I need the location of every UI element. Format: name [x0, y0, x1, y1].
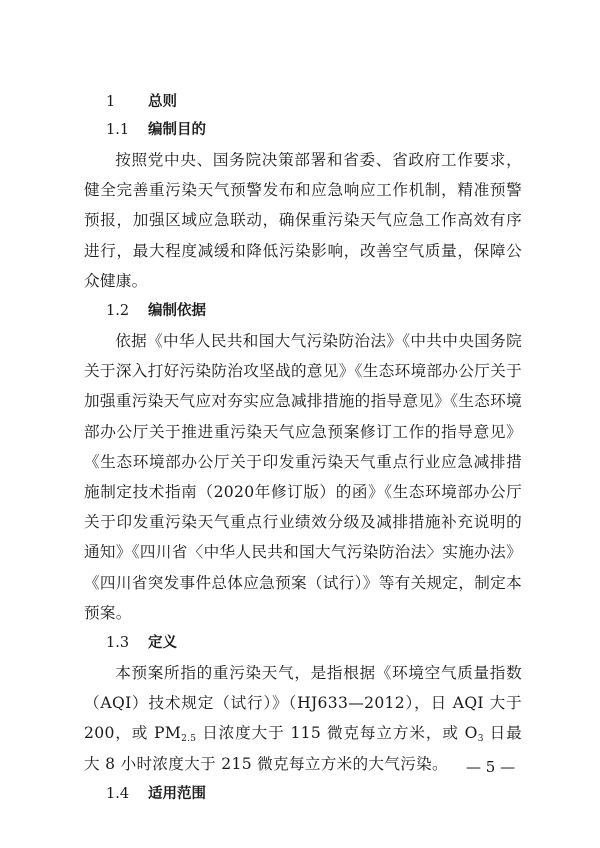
subsection-number: 1.2 — [106, 303, 130, 320]
definition-text-a: 本预案所指的重污染天气，是指根据《环境空气质量指数（AQI）技术规定（试行）》（HJ633—2012），日 AQI 大于 200，或 PM — [84, 664, 522, 743]
definition-text-b: 日浓度大于 115 微克每立方米，或 O — [196, 724, 478, 743]
subsection-number: 1.1 — [106, 122, 130, 138]
paragraph-definition — [84, 658, 522, 779]
page-number: — 5 — — [466, 758, 516, 776]
section-heading-1 — [84, 90, 522, 117]
o3-subscript: 3 — [477, 734, 484, 745]
subsection-heading-1-4 — [84, 782, 522, 809]
subsection-number: 1.3 — [106, 635, 130, 652]
subsection-heading-1-2 — [84, 299, 522, 326]
subsection-title: 编制依据 — [148, 302, 206, 320]
definition-text-c: 日最大 8 小时浓度大于 215 微克每立方米的大气污染。 — [84, 724, 522, 773]
subsection-title: 编制目的 — [148, 121, 206, 138]
section-number: 1 — [106, 94, 116, 110]
subsection-number: 1.4 — [106, 785, 130, 802]
subsection-heading-1-1 — [84, 118, 522, 145]
pm-subscript: 2.5 — [181, 734, 197, 745]
paragraph-purpose: 按照党中央、国务院决策部署和省委、省政府工作要求，健全完善重污染天气预警发布和应急响应工作机制，精准预警预报，加强区域应急联动，确保重污染天气应急工作高效有序进行，最大程度减缓和降低污染影响，改善空气质量，保障公众健康。 — [84, 151, 522, 290]
page-content — [84, 90, 522, 809]
subsection-title: 适用范围 — [148, 784, 206, 802]
paragraph-basis: 依据《中华人民共和国大气污染防治法》《中共中央国务院关于深入打好污染防治攻坚战的意见》《生态环境部办公厅关于加强重污染天气应对夯实应急减排措施的指导意见》《生态环境部办公厅关于推进重污染天气应急预案修订工作的指导意见》《生态环境部办公厅关于印发重污染天气重点行业应急减排措施制定技术指南（2020年修订版）的函》《生态环境部办公厅关于印发重污染天气重点行业绩效分级及减排措施补充说明的通知》《四川省〈中华人民共和国大气污染防治法〉实施办法》《四川省突发事件总体应急预案（试行）》等有关规定，制定本预案。 — [84, 332, 522, 622]
subsection-title: 定义 — [148, 634, 177, 652]
section-title: 总则 — [148, 93, 177, 110]
subsection-heading-1-3 — [84, 631, 522, 658]
